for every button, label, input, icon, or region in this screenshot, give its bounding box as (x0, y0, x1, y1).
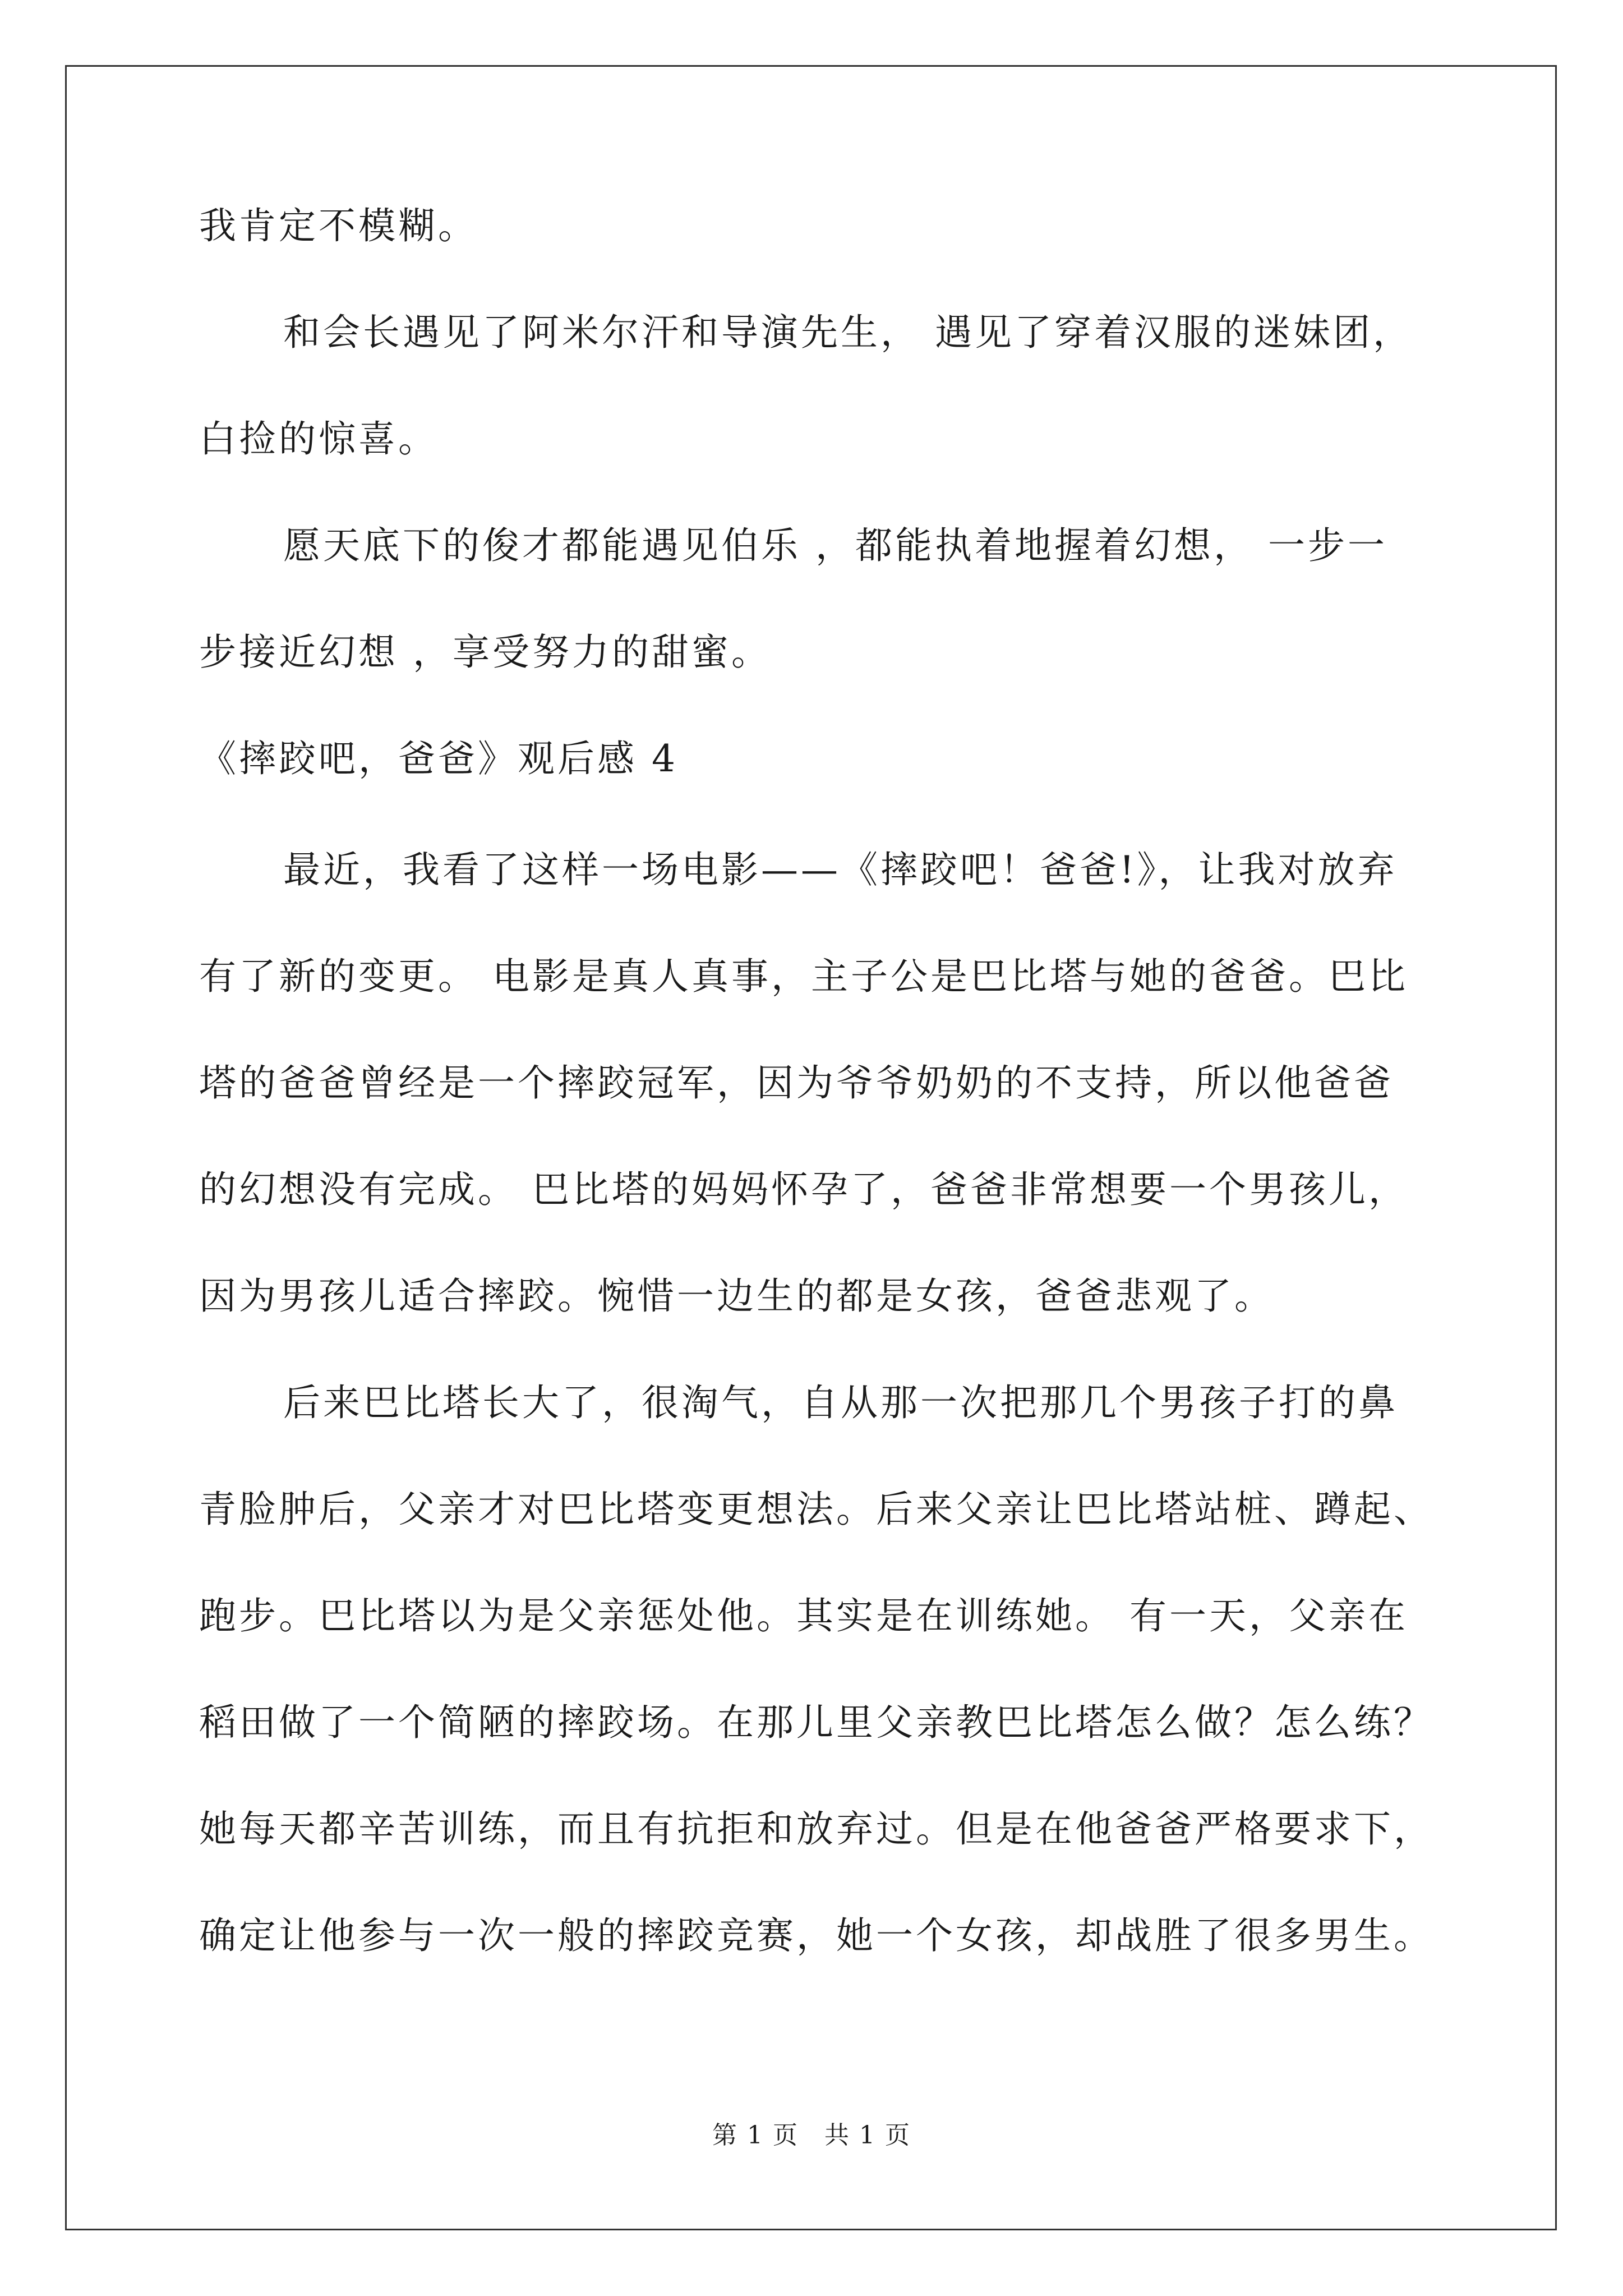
page-footer: 第 1 页 共 1 页 (712, 2121, 911, 2150)
section-heading: 《摔跤吧，爸爸》观后感 4 (199, 737, 678, 780)
document-body (199, 204, 1433, 2024)
text-line: 确定让他参与一次一般的摔跤竞赛，她一个女孩，却战胜了很多男生。 (199, 1914, 1433, 1957)
text-line: 的幻想没有完成。 巴比塔的妈妈怀孕了，爸爸非常想要一个男孩儿， (199, 1168, 1408, 1211)
text-line: 青脸肿后，父亲才对巴比塔变更想法。后来父亲让巴比塔站桩、蹲起、 (199, 1488, 1433, 1531)
paragraph-start-line: 和会长遇见了阿米尔汗和导演先生， 遇见了穿着汉服的迷妹团， (283, 311, 1413, 354)
text-line: 稻田做了一个简陋的摔跤场。在那儿里父亲教巴比塔怎么做？怎么练？ (199, 1701, 1433, 1744)
paragraph-start-line: 后来巴比塔长大了，很淘气，自从那一次把那几个男孩子打的鼻 (283, 1381, 1398, 1424)
text-line: 因为男孩儿适合摔跤。惋惜一边生的都是女孩，爸爸悲观了。 (199, 1274, 1274, 1318)
text-line: 她每天都辛苦训练，而且有抗拒和放弃过。但是在他爸爸严格要求下， (199, 1807, 1433, 1851)
text-line: 步接近幻想 ，享受努力的甜蜜。 (199, 631, 771, 674)
text-line: 跑步。巴比塔以为是父亲惩处他。其实是在训练她。 有一天，父亲在 (199, 1594, 1408, 1637)
paragraph-start-line: 愿天底下的俊才都能遇见伯乐 ，都能执着地握着幻想， 一步一 (283, 524, 1387, 567)
text-line: 塔的爸爸曾经是一个摔跤冠军，因为爷爷奶奶的不支持，所以他爸爸 (199, 1061, 1394, 1105)
text-line: 有了新的变更。 电影是真人真事，主子公是巴比塔与她的爸爸。巴比 (199, 955, 1408, 998)
text-line: 我肯定不模糊。 (199, 204, 478, 247)
paragraph-start-line: 最近，我看了这样一场电影——《摔跤吧！爸爸!》，让我对放弃 (283, 848, 1398, 891)
text-line: 白捡的惊喜。 (199, 417, 438, 461)
